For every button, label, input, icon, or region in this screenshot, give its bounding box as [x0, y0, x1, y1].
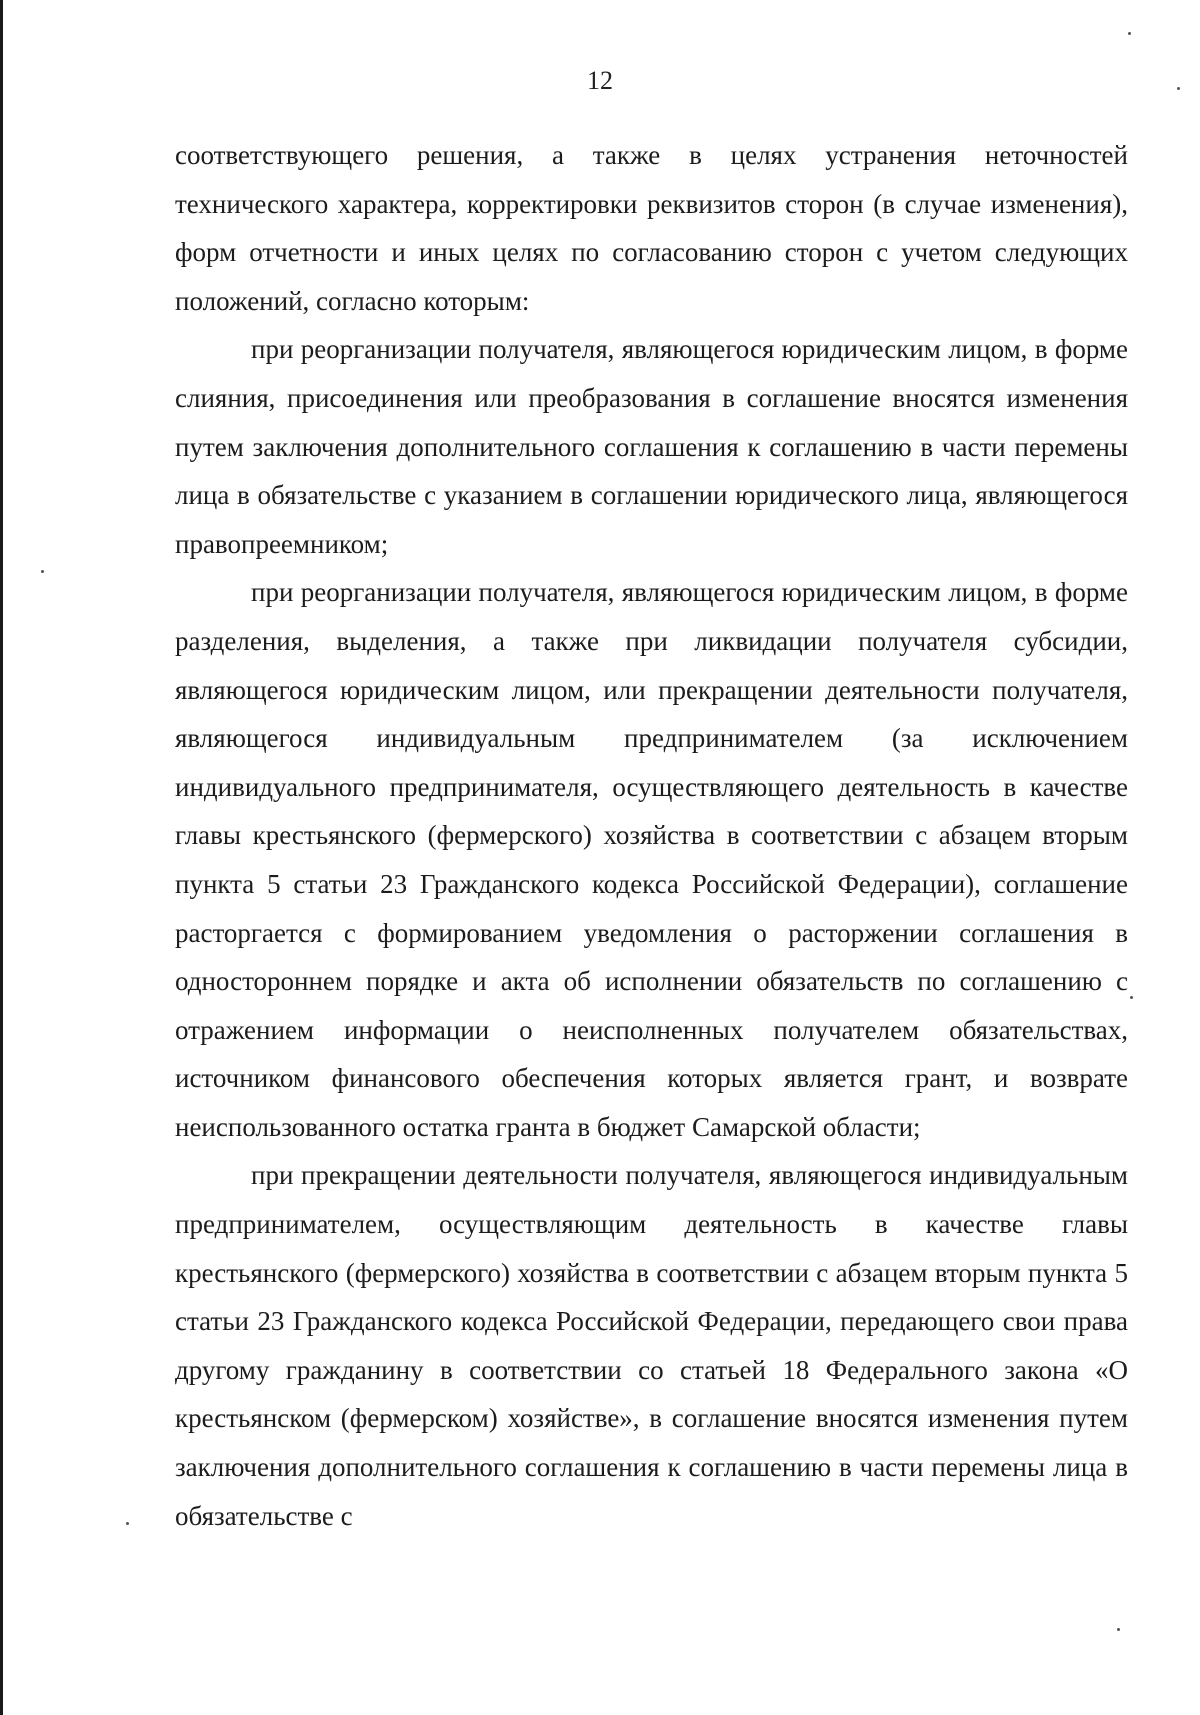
scan-speck [1128, 32, 1131, 35]
scan-speck [41, 570, 44, 573]
document-body [175, 131, 1128, 1540]
scan-speck [1130, 996, 1133, 999]
scan-speck [126, 1522, 129, 1525]
paragraph-continuation: соответствующего решения, а также в целях устранения неточностей технического характера, корректировки реквизитов сторон (в случае изменения), форм отчетности и иных целях по согласованию сторон с учетом следующих положений, согласно которым: [175, 140, 1128, 316]
paragraph-division-liquidation: при реорганизации получателя, являющегося юридическим лицом, в форме разделения, выделения, а также при ликвидации получателя субсидии, являющегося юридическим лицом, или прекращении деятельности получателя, являющегося индивидуальным предпринимателем (за исключением индивидуального предпринимателя, осуществляющего деятельность в качестве главы крестьянского (фермерского) хозяйства в соответствии с абзацем вторым пункта 5 статьи 23 Гражданского кодекса Российской Федерации), соглашение расторгается с формированием уведомления о расторжении соглашения в одностороннем порядке и акта об исполнении обязательств по соглашению с отражением информации о неисполненных получателем обязательствах, источником финансового обеспечения которых является грант, и возврате неиспользованного остатка гранта в бюджет Самарской области; [175, 577, 1128, 1142]
scan-speck [1177, 87, 1180, 90]
scan-left-edge [0, 0, 3, 1715]
paragraph-merger-reorganization: при реорганизации получателя, являющегося юридическим лицом, в форме слияния, присоединения или преобразования в соглашение вносятся изменения путем заключения дополнительного соглашения к соглашению в части перемены лица в обязательстве с указанием в соглашении юридического лица, являющегося правопреемником; [175, 334, 1128, 559]
paragraph-farm-head-transfer: при прекращении деятельности получателя, являющегося индивидуальным предпринимателем, осуществляющим деятельность в качестве главы крестьянского (фермерского) хозяйства в соответствии с абзацем вторым пункта 5 статьи 23 Гражданского кодекса Российской Федерации, передающего свои права другому гражданину в соответствии со статьей 18 Федерального закона «О крестьянском (фермерском) хозяйстве», в соглашение вносятся изменения путем заключения дополнительного соглашения к соглашению в части перемены лица в обязательстве с [175, 1160, 1128, 1531]
scan-speck [1117, 1628, 1120, 1631]
page-number: 12 [587, 66, 613, 95]
